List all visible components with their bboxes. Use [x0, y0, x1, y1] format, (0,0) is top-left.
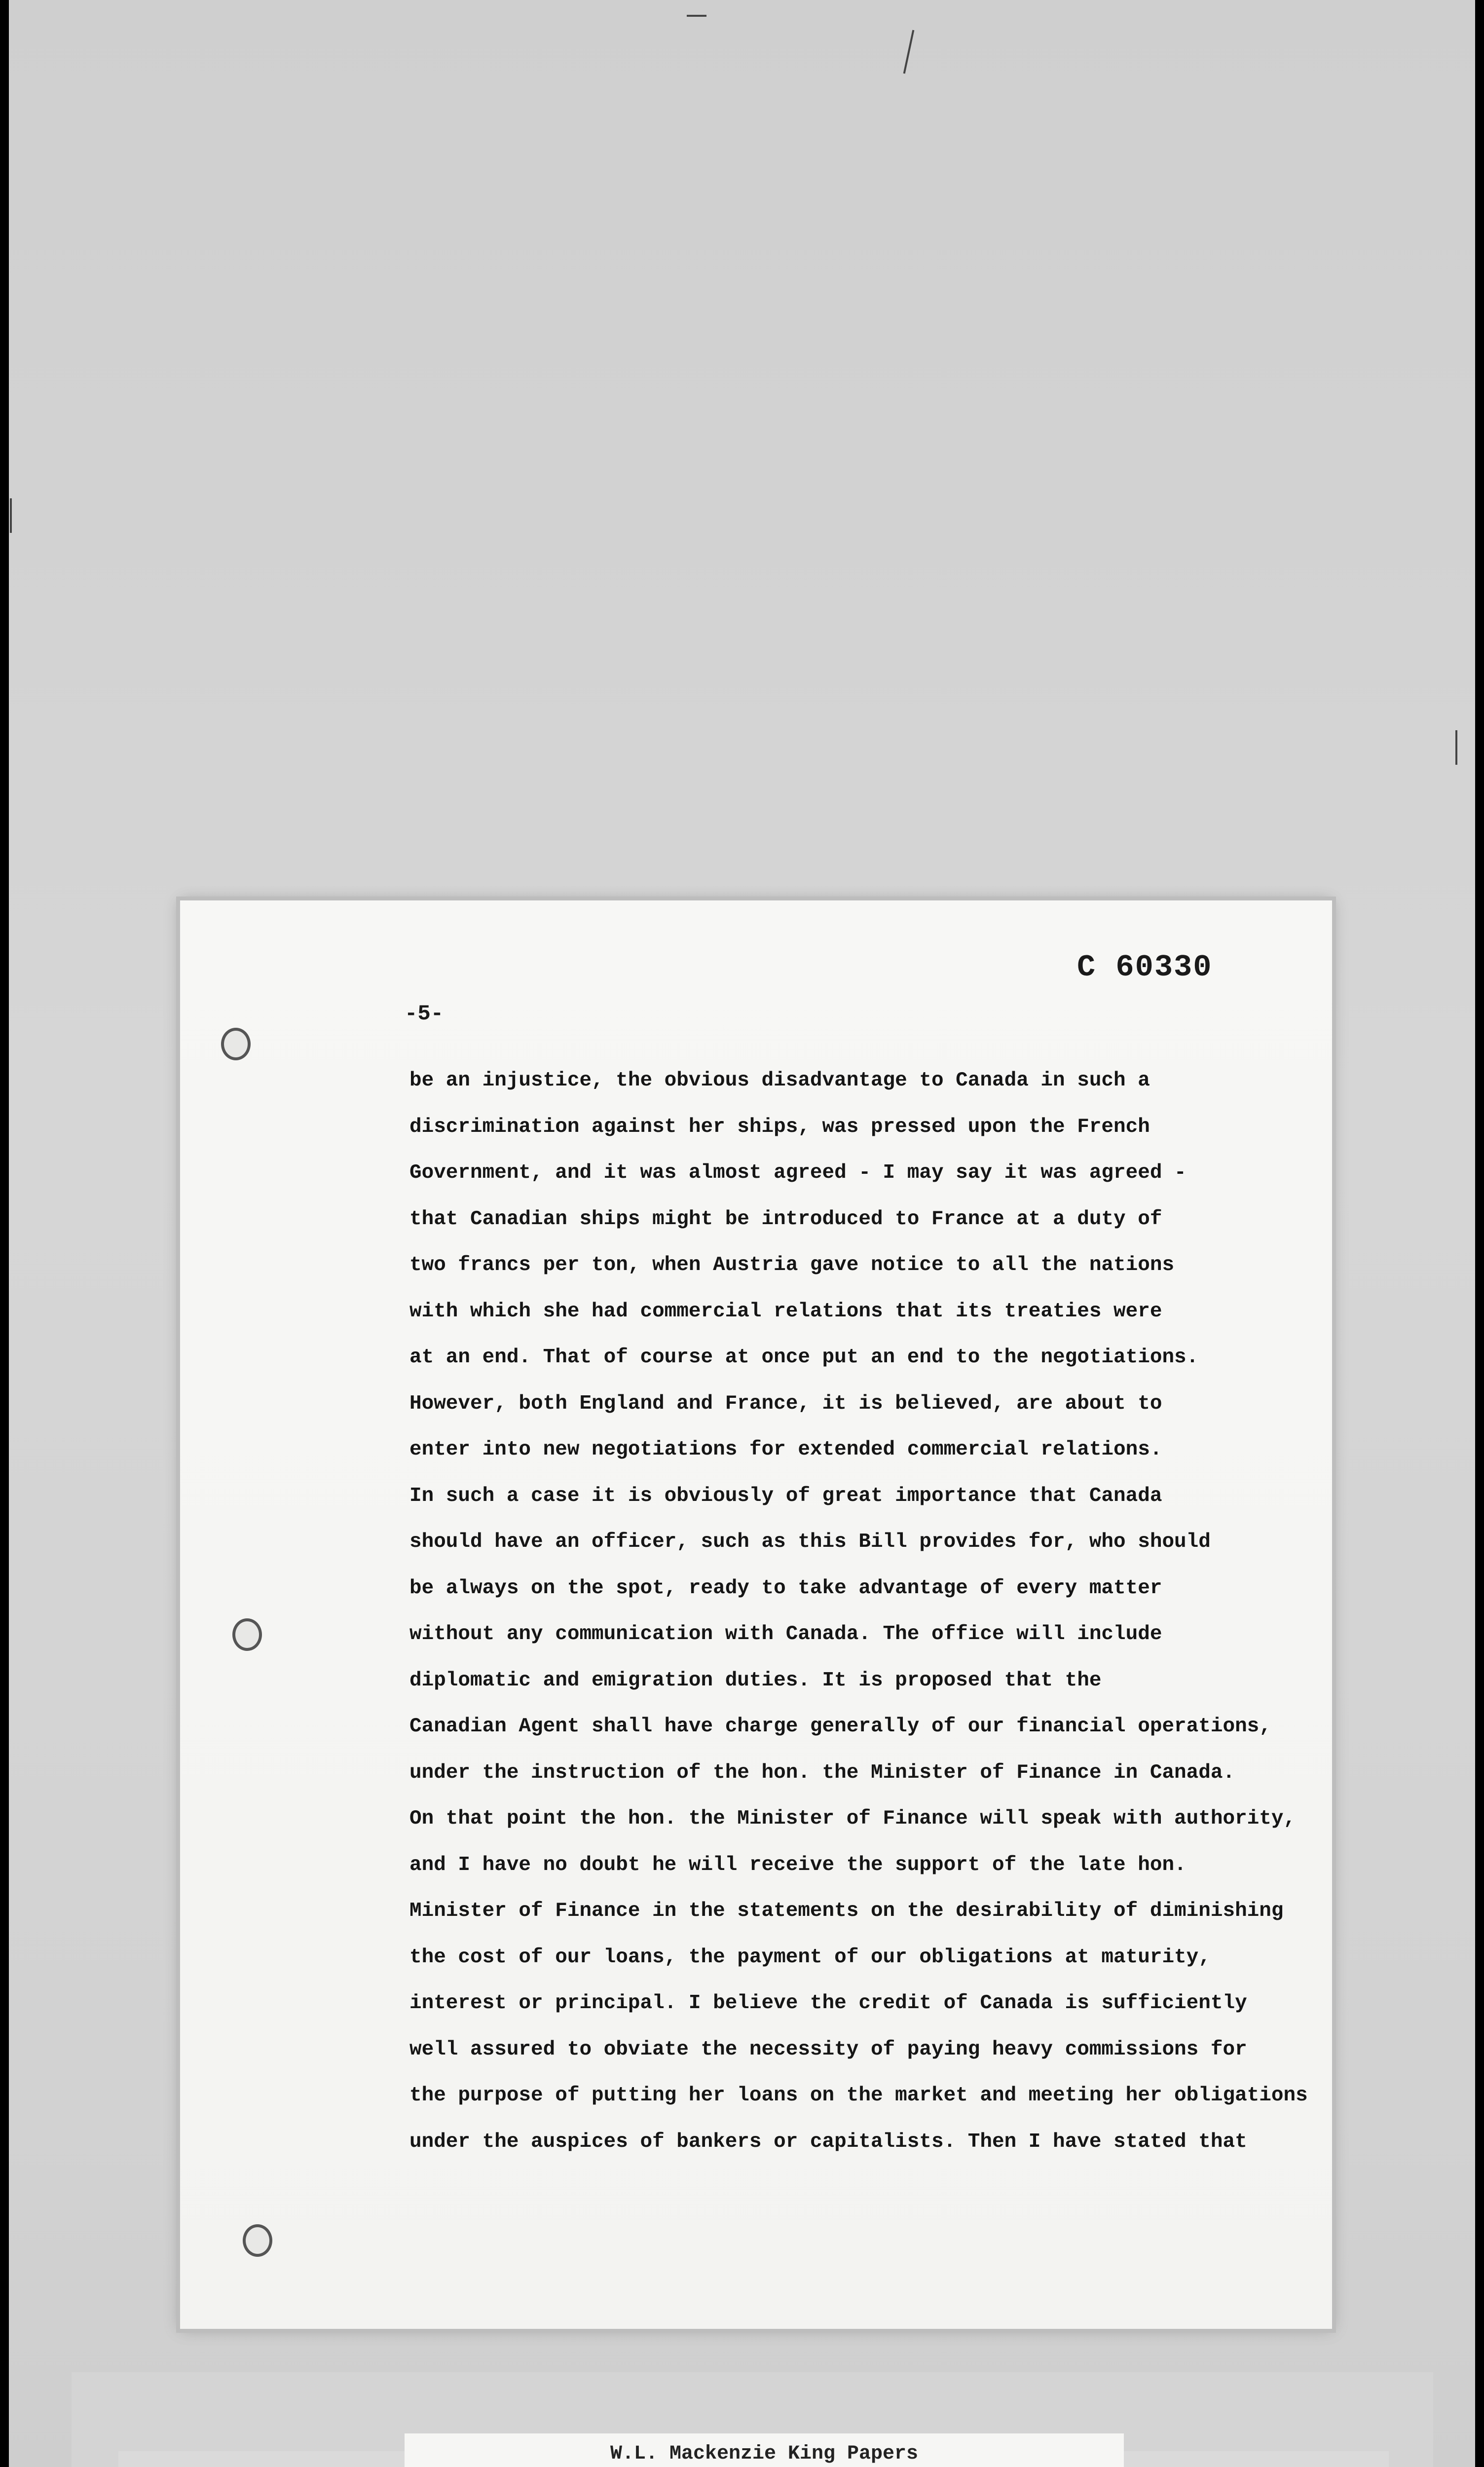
- collection-label: [405, 2433, 1124, 2467]
- text-line: two francs per ton, when Austria gave notice to all the nations: [409, 1254, 1175, 1276]
- text-line: at an end. That of course at once put an end to the negotiations.: [409, 1346, 1199, 1369]
- document-number: C 60330: [1077, 950, 1213, 985]
- text-line: diplomatic and emigration duties. It is proposed that the: [409, 1669, 1102, 1692]
- text-line: should have an officer, such as this Bill provides for, who should: [409, 1531, 1211, 1553]
- punch-hole: [221, 1028, 251, 1060]
- film-scratch: [1455, 730, 1457, 765]
- text-line: interest or principal. I believe the credit of Canada is sufficiently: [409, 1992, 1247, 2015]
- text-line: Government, and it was almost agreed - I may say it was agreed -: [409, 1161, 1187, 1184]
- text-line: the cost of our loans, the payment of our obligations at maturity,: [409, 1945, 1211, 1969]
- text-line: be always on the spot, ready to take advantage of every matter: [409, 1576, 1162, 1600]
- text-line: be an injustice, the obvious disadvantage to Canada in such a: [409, 1069, 1150, 1092]
- text-line: that Canadian ships might be introduced to France at a duty of: [409, 1207, 1162, 1231]
- punch-hole: [243, 2224, 272, 2257]
- text-line: Minister of Finance in the statements on the desirability of diminishing: [409, 1900, 1284, 1922]
- text-line: enter into new negotiations for extended commercial relations.: [409, 1438, 1162, 1461]
- punch-hole: [232, 1618, 262, 1651]
- text-line: under the auspices of bankers or capitalists. Then I have stated that: [409, 2130, 1247, 2153]
- film-scratch: [687, 15, 706, 17]
- film-scratch: [10, 498, 12, 533]
- text-line: under the instruction of the hon. the Minister of Finance in Canada.: [409, 1761, 1235, 1784]
- text-line: discrimination against her ships, was pressed upon the French: [409, 1115, 1150, 1138]
- text-line: with which she had commercial relations that its treaties were: [409, 1300, 1162, 1323]
- text-line: without any communication with Canada. The office will include: [409, 1623, 1162, 1645]
- text-line: and I have no doubt he will receive the support of the late hon.: [409, 1853, 1187, 1876]
- text-line: Canadian Agent shall have charge generally of our financial operations,: [409, 1715, 1271, 1738]
- body-text: [409, 1068, 1327, 2175]
- text-line: On that point the hon. the Minister of Finance will speak with authority,: [409, 1807, 1296, 1830]
- typewritten-page: [180, 900, 1332, 2329]
- text-line: well assured to obviate the necessity of paying heavy commissions for: [409, 2038, 1247, 2061]
- page-number: -5-: [405, 1002, 444, 1026]
- collection-name: W.L. Mackenzie King Papers: [610, 2443, 919, 2465]
- text-line: In such a case it is obviously of great importance that Canada: [409, 1484, 1162, 1507]
- text-line: the purpose of putting her loans on the market and meeting her obligations: [409, 2084, 1308, 2107]
- text-line: However, both England and France, it is believed, are about to: [409, 1392, 1162, 1415]
